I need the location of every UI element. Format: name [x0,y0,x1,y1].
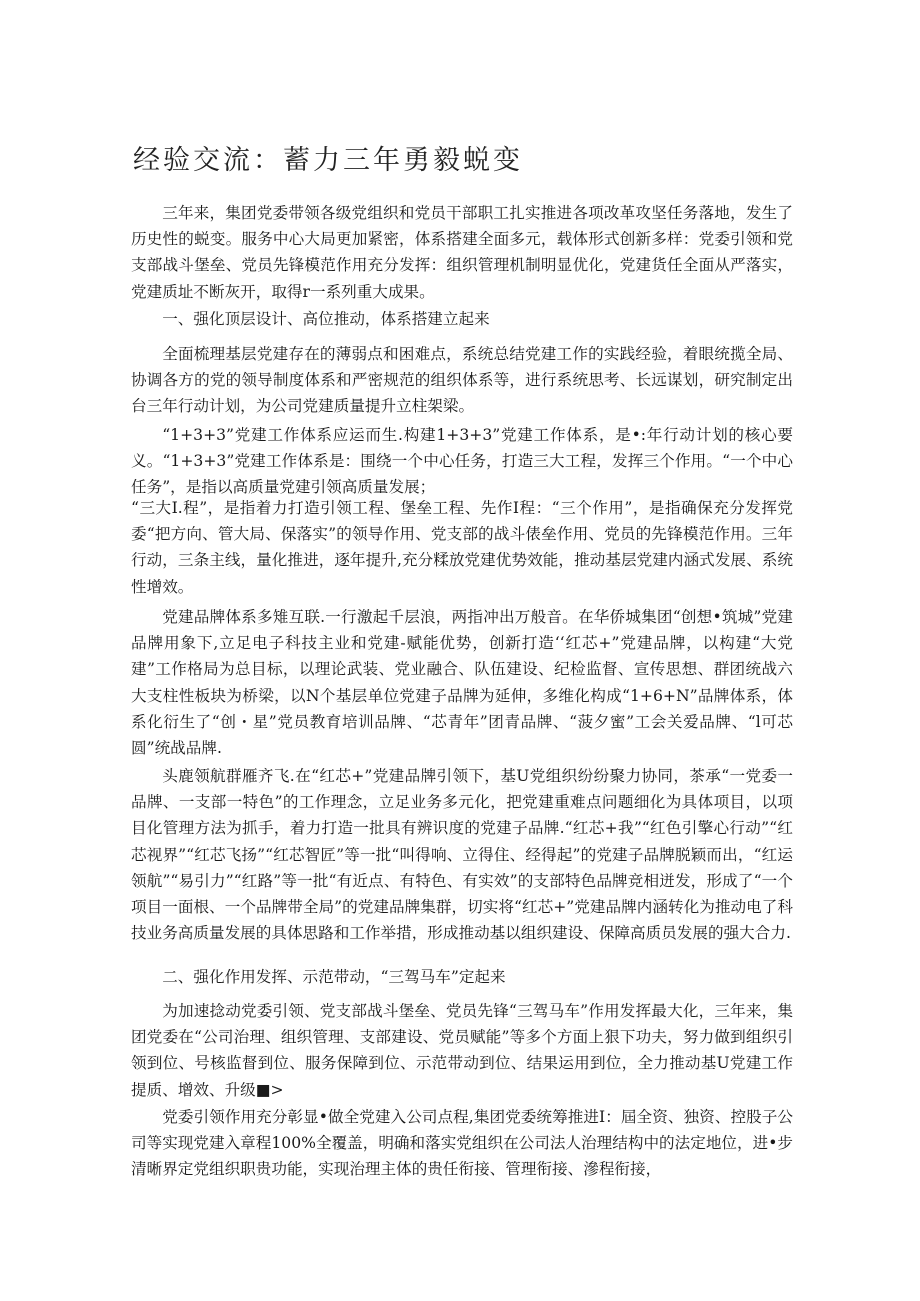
section-heading-2: 二、强化作用发挥、示范带动，“三驾马车”定起来 [162,968,506,986]
paragraph-brand-system: 党建品牌体系多雉互联.一行激起千层浪，两指冲出万般音。在华侨城集团“创想•筑城”党建品牌用象下,立足电子科技主业和党建-赋能优势，创新打造‘‘红芯+”党建品牌，以构建“大党建”工作格局为总目标，以理论武装、党业融合、队伍建设、纪检监督、宣传思想、群团统战六大支柱性板块为桥梁，以N个基层单位党建子品牌为延伸，多维化构成“1+6+N”品牌体系，体系化衍生了“创・星”党员教育培训品牌、“芯青年”团青品牌、“菠夕蜜”工会关爱品牌、“l可芯圆”统战品牌. [131,608,793,758]
paragraph-three-projects: “三大I.程”，是指着力打造引领工程、堡垒工程、先作I程：“三个作用”，是指确保充分发挥党委“把方向、管大局、保落实”的领导作用、党支部的战斗俵垒作用、党员的先锋模范作用。三年行动，三条主线，量化推进，逐年提升,充分糅放党建优势效能，推动基层党建内涵式发展、系统性增效。 [131,499,793,596]
paragraph-work-system: “1+3+3”党建工作体系应运而生.构建1+3+3”党建工作体系，是•:年行动计划的核心要义。“1+3+3”党建工作体系是：围绕一个中心任务，打造三大工程，发挥三个作用。“一个中心任务”，是指以高质量党建引领高质量发展； [131,426,793,497]
paragraph-brand-leading: 头鹿领航群雁齐飞.在“红芯+”党建品牌引领下，基U党组织纷纷聚力协同，茶承“一党委一品牌、一支部一特色”的工作理念，立足业务多元化，把党建重难点问题细化为具体项目，以项目化管理方法为抓手，着力打造一批具有辨识度的党建子品牌.“红芯+我”“红色引擎心行动”“红芯视界”“红芯飞扬”“红芯智匠”等一批“叫得响、立得住、经得起”的党建子品牌脱颖而出，“红运领航”“易引力”“红路”等一批“有近点、有特色、有实效”的支部特色品牌竞相迸发，形成了“一个项目一面根、一个品牌带全局”的党建品牌集群，切实将“红芯+”党建品牌内涵转化为推动电了科技业务高质量发展的具体思路和工作举措，形成推动基以组织建设、保障高质员发展的强大合力. [131,767,793,943]
paragraph-top-design: 全面梳理基层党建存在的薄弱点和困难点，系统总结党建工作的实践经验，着眼统揽全局、协调各方的党的领导制度体系和严密规范的组织体系等，进行系统思考、长远谋划，研究制定出台三年行动计划，为公司党建质量提升立柱架梁。 [131,345,793,416]
paragraph-intro: 三年来，集团党委带领各级党组织和党员干部职工扎实推进各项改革攻坚任务落地，发生了历史性的蜕变。服务中心大局更加紧密，体系搭建全面多元，载体形式创新多样：党委引领和党支部战斗堡垒、党员先锋模范作用充分发挥：组织管理机制明显优化，党建货任全面从严落实，党建质址不断灰开，取得r一系列重大成果。 [131,204,793,301]
section-heading-1: 一、强化顶层设计、高位推动，体系搭建立起来 [162,310,490,328]
page-title: 经验交流：蓄力三年勇毅蜕变 [133,145,523,176]
paragraph-three-carriages: 为加速捻动党委引领、党支部战斗堡垒、党员先锋“三驾马车”作用发挥最大化，三年来，集团党委在“公司治理、组织管理、支部建设、党员赋能”等多个方面上狠下功夫，努力做到组织引领到位、号核监督到位、服务保障到位、示范带动到位、结果运用到位，全力推动基U党建工作提质、增效、升级■> [131,1002,793,1099]
paragraph-party-leading: 党委引领作用充分彰显•做全党建入公司点程,集团党委统筹推进I：屆全资、独资、控股子公司等实现党建入章程100%全覆盖，明确和落实党组织在公司法人治理结构中的法定地位，进•步清晰界定党组织职贵功能，实现治理主体的贵任衔接、管理衔接、滲程衔接， [131,1108,793,1179]
